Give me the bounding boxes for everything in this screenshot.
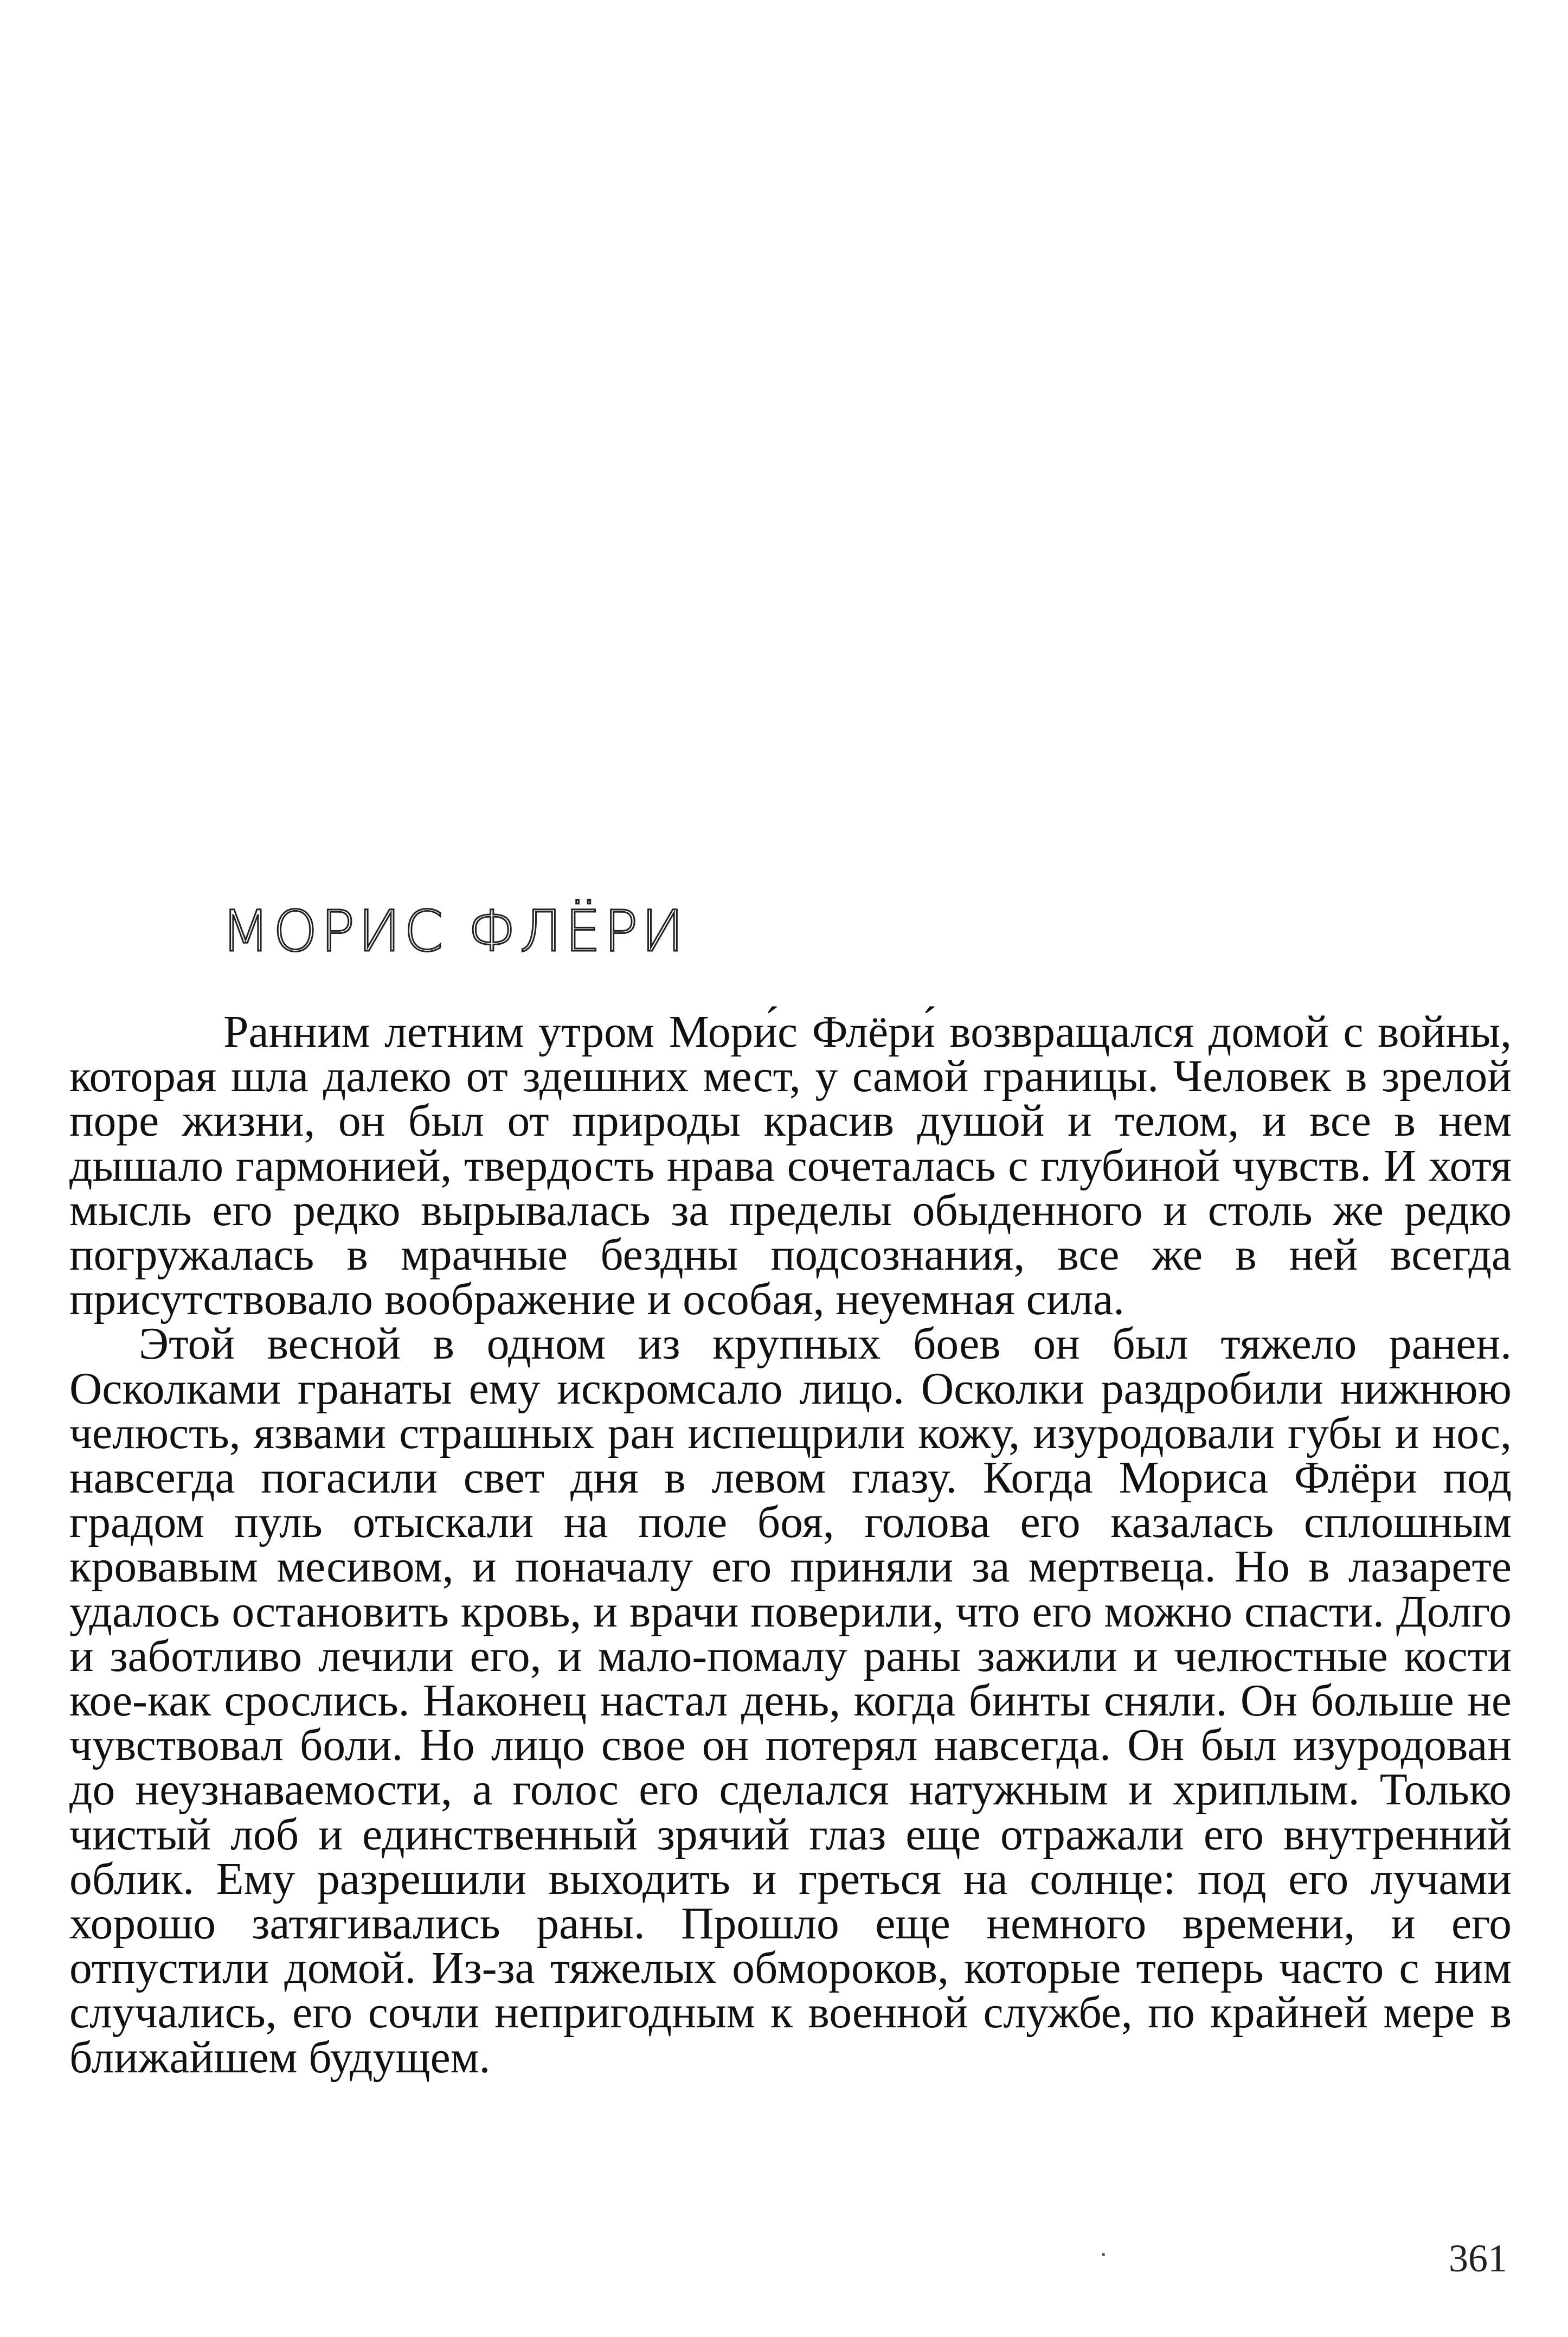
chapter-title: МОРИС ФЛЁРИ [221,898,687,964]
page-number: 361 [1449,2237,1507,2280]
body-text [69,1007,1512,2083]
paragraph-1: Ранним летним утром Мори́с Флёри́ возвращался домой с войны, которая шла далеко от здешних мест, у самой границы. Человек в зрелой поре жизни, он был от природы красив душой и телом, и все в нем дышало гармонией, твердость нрава сочеталась с глубиной чувств. И хотя мысль его редко вырывалась за пределы обыденного и столь же редко погружалась в мрачные бездны подсознания, все же в ней всегда присутствовало воображение и особая, неуемная сила. [69,1007,1512,1325]
print-speck [1102,2253,1105,2256]
paragraph-2: Этой весной в одном из крупных боев он был тяжело ранен. Осколками гранаты ему искромсало лицо. Осколки раздробили нижнюю челюсть, язвами страшных ран испещрили кожу, изуродовали губы и нос, навсегда погасили свет дня в левом глазу. Когда Мориса Флёри под градом пуль отыскали на поле боя, голова его казалась сплошным кровавым месивом, и поначалу его приняли за мертвеца. Но в лазарете удалось остановить кровь, и врачи поверили, что его можно спасти. Долго и заботливо лечили его, и мало-помалу раны зажили и челюстные кости кое-как срослись. Наконец настал день, когда бинты сняли. Он больше не чувствовал боли. Но лицо свое он потерял навсегда. Он был изуродован до неузнаваемости, а голос его сделался натужным и хриплым. Только чистый лоб и единственный зрячий глаз еще отражали его внутренний облик. Ему разрешили выходить и греться на солнце: под его лучами хорошо затягивались раны. Прошло еще немного времени, и его отпустили домой. Из-за тяжелых обмороков, которые теперь часто с ним случались, его сочли непригодным к военной службе, по крайней мере в ближайшем будущем. [69,1319,1512,2083]
